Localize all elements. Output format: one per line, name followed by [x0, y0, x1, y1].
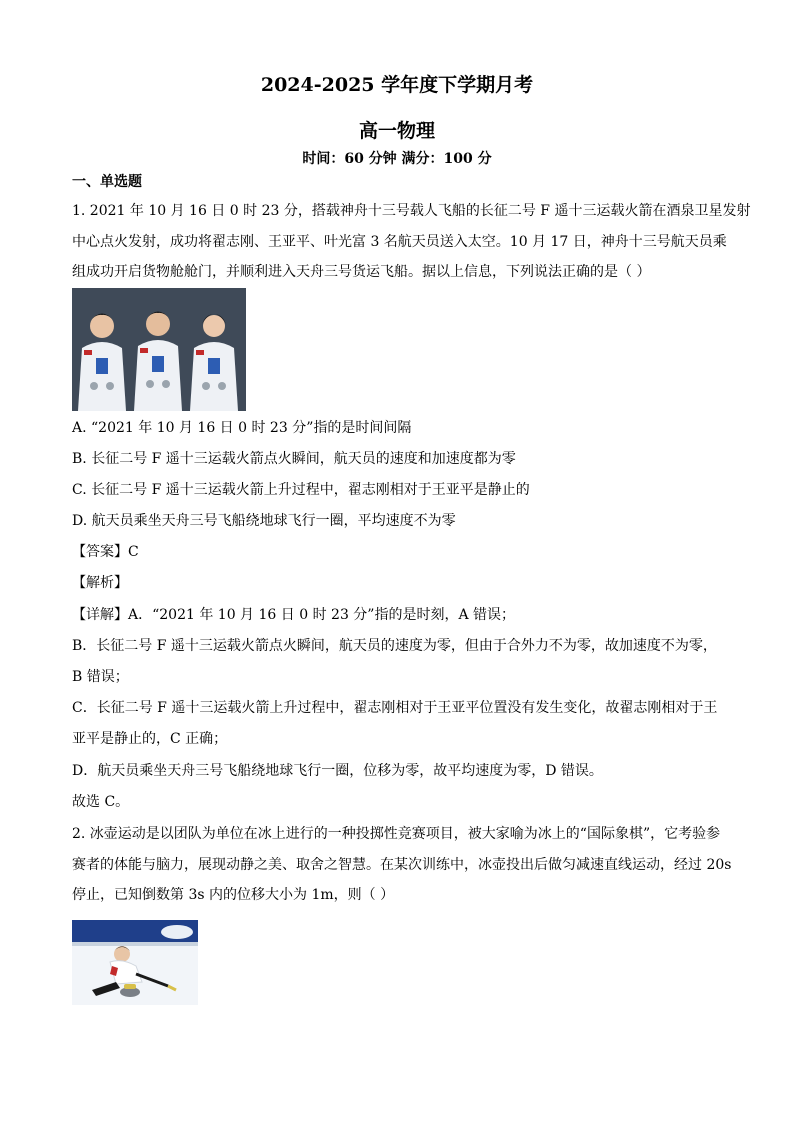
q1-stem-line: 中心点火发射，成功将翟志刚、王亚平、叶光富 3 名航天员送入太空。10 月 17 日，神舟十三号航天员乘: [72, 234, 727, 250]
q1-answer: 【答案】C: [72, 544, 139, 560]
q1-option-a: A. “2021 年 10 月 16 日 0 时 23 分”指的是时间间隔: [72, 420, 412, 436]
q1-detail-line: B．长征二号 F 遥十三运载火箭点火瞬间，航天员的速度为零，但由于合外力不为零，故加速度不为零，: [72, 638, 717, 654]
q1-detail-line: 【详解】A．“2021 年 10 月 16 日 0 时 23 分”指的是时刻，A 错误；: [72, 607, 516, 623]
q1-analysis-label: 【解析】: [72, 575, 128, 591]
q1-stem-line: 组成功开启货物舱舱门，并顺利进入天舟三号货运飞船。据以上信息，下列说法正确的是（ ）: [72, 264, 651, 280]
curling-photo: [72, 920, 198, 1005]
curling-illustration: [72, 920, 198, 1005]
exam-subject: 高一物理: [358, 120, 435, 142]
astronauts-photo: [72, 288, 246, 411]
q1-detail-line: C．长征二号 F 遥十三运载火箭上升过程中，翟志刚相对于王亚平位置没有发生变化，故翟志刚相对于王: [72, 700, 718, 716]
q1-conclusion: 故选 C。: [72, 794, 130, 810]
q2-stem-line: 停止，已知倒数第 3s 内的位移大小为 1m，则（ ）: [72, 887, 395, 903]
exam-title: 2024-2025 学年度下学期月考: [260, 74, 534, 96]
astronauts-illustration: [72, 288, 246, 411]
exam-meta: 时间：60 分钟 满分：100 分: [302, 151, 492, 167]
q2-stem-line: 赛者的体能与脑力，展现动静之美、取舍之智慧。在某次训练中，冰壶投出后做匀减速直线运动，经过 20s: [72, 857, 732, 873]
q1-option-d: D. 航天员乘坐天舟三号飞船绕地球飞行一圈，平均速度不为零: [72, 513, 456, 529]
q1-option-c: C. 长征二号 F 遥十三运载火箭上升过程中，翟志刚相对于王亚平是静止的: [72, 482, 530, 498]
q1-detail-line: D．航天员乘坐天舟三号飞船绕地球飞行一圈，位移为零，故平均速度为零，D 错误。: [72, 763, 603, 779]
q1-detail-line: B 错误；: [72, 669, 129, 685]
q1-detail-line: 亚平是静止的，C 正确；: [72, 731, 228, 747]
q1-stem-line: 1. 2021 年 10 月 16 日 0 时 23 分，搭载神舟十三号载人飞船的长征二号 F 遥十三运载火箭在酒泉卫星发射: [72, 203, 751, 219]
q2-stem-line: 2. 冰壶运动是以团队为单位在冰上进行的一种投掷性竞赛项目，被大家喻为冰上的“国际象棋”，它考验参: [72, 826, 721, 842]
section-heading: 一、单选题: [72, 174, 142, 190]
q1-option-b: B. 长征二号 F 遥十三运载火箭点火瞬间，航天员的速度和加速度都为零: [72, 451, 516, 467]
